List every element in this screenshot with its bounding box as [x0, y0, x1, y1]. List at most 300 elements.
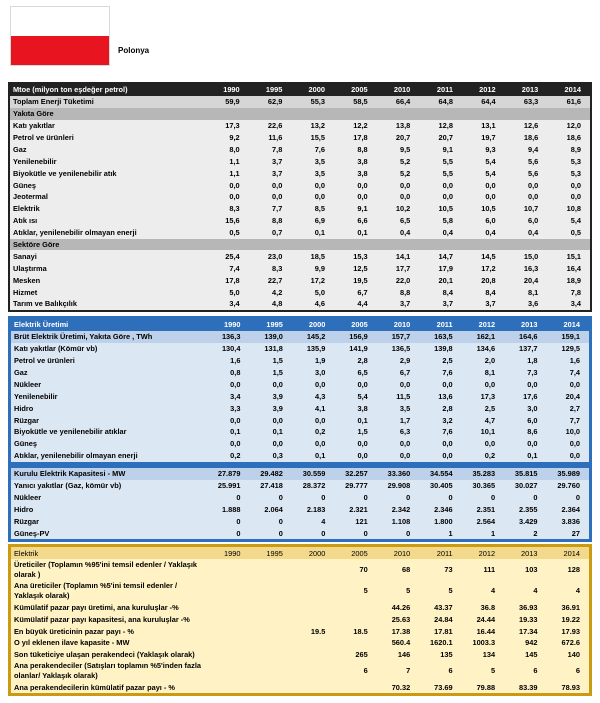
cell-value: 8,4: [462, 286, 505, 298]
table-row: [11, 438, 589, 450]
cell-value: 0,4: [505, 227, 548, 239]
row-label: Atıklar, yenilenebilir olmayan enerji: [10, 227, 206, 239]
cell-value: 59,9: [206, 96, 249, 108]
cell-value: 23,0: [249, 250, 292, 262]
cell-value: 2.342: [377, 503, 419, 515]
cell-value: 0,0: [207, 414, 249, 426]
cell-value: [292, 601, 334, 613]
cell-value: 0,0: [377, 438, 419, 450]
row-label: Biyokütle ve yenilenebilir atıklar: [11, 426, 207, 438]
cell-value: 0: [504, 491, 546, 503]
cell-value: 103: [504, 559, 546, 580]
cell-value: 68: [377, 559, 419, 580]
cell-value: [249, 648, 291, 660]
row-label: Güneş: [11, 438, 207, 450]
cell-value: 0,0: [377, 191, 420, 203]
cell-value: 9,2: [206, 132, 249, 144]
cell-value: [292, 580, 334, 601]
cell-value: 17.81: [419, 625, 461, 637]
row-label: Güneş-PV: [11, 527, 207, 539]
cell-value: 16,3: [505, 262, 548, 274]
subheader-label: Yakıta Göre: [10, 108, 590, 120]
cell-value: [249, 660, 291, 681]
cell-value: 5,8: [419, 215, 462, 227]
cell-value: 25.63: [377, 613, 419, 625]
cell-value: 0: [462, 491, 504, 503]
row-label: Mtoe (milyon ton eşdeğer petrol): [10, 84, 206, 96]
row-label: Toplam Enerji Tüketimi: [10, 96, 206, 108]
cell-value: 0,1: [504, 450, 546, 462]
cell-value: 73.69: [419, 681, 461, 693]
cell-value: [249, 613, 291, 625]
cell-value: 0,0: [292, 438, 334, 450]
cell-value: 64,4: [462, 96, 505, 108]
row-label: Mesken: [10, 274, 206, 286]
row-label: Gaz: [11, 367, 207, 379]
cell-value: 137,7: [504, 343, 546, 355]
cell-value: 2,0: [462, 355, 504, 367]
row-label: O yıl eklenen ilave kapasite - MW: [11, 637, 207, 649]
row-label: Hidro: [11, 402, 207, 414]
row-label: Yenilenebilir: [10, 155, 206, 167]
cell-value: 2000: [292, 547, 334, 559]
row-label: Petrol ve ürünleri: [11, 355, 207, 367]
cell-value: 7,6: [419, 426, 461, 438]
table-row: [11, 426, 589, 438]
cell-value: 134: [462, 648, 504, 660]
cell-value: 8,1: [462, 367, 504, 379]
cell-value: 19.33: [504, 613, 546, 625]
cell-value: 4: [504, 580, 546, 601]
cell-value: 4,8: [249, 298, 292, 310]
cell-value: 6,0: [504, 414, 546, 426]
cell-value: 18,5: [291, 250, 334, 262]
cell-value: 8,9: [547, 143, 590, 155]
cell-value: 4,6: [291, 298, 334, 310]
cell-value: 18,9: [547, 274, 590, 286]
cell-value: 3,3: [207, 402, 249, 414]
cell-value: 17.34: [504, 625, 546, 637]
table-row: [10, 227, 590, 239]
cell-value: 17.38: [377, 625, 419, 637]
electricity-generation-table: [8, 316, 592, 542]
row-label: Tarım ve Balıkçılık: [10, 298, 206, 310]
cell-value: 0,1: [292, 450, 334, 462]
cell-value: [207, 559, 249, 580]
cell-value: 0: [334, 527, 376, 539]
cell-value: 0,0: [334, 179, 377, 191]
cell-value: 2010: [377, 319, 419, 331]
cell-value: 9,4: [505, 143, 548, 155]
cell-value: 0,4: [377, 227, 420, 239]
cell-value: 146: [377, 648, 419, 660]
cell-value: 0,0: [334, 450, 376, 462]
cell-value: 17,6: [504, 390, 546, 402]
cell-value: 30.027: [504, 480, 546, 492]
cell-value: 29.777: [334, 480, 376, 492]
table-row: [11, 367, 589, 379]
table-row: [11, 681, 589, 693]
cell-value: 136,5: [377, 343, 419, 355]
cell-value: 0,0: [377, 450, 419, 462]
cell-value: 6,9: [291, 215, 334, 227]
cell-value: 14,7: [419, 250, 462, 262]
cell-value: 2014: [547, 547, 590, 559]
row-label: Nükleer: [11, 378, 207, 390]
cell-value: 0,0: [504, 438, 546, 450]
cell-value: 13,6: [419, 390, 461, 402]
cell-value: 78.93: [547, 681, 590, 693]
cell-value: 2,8: [419, 402, 461, 414]
cell-value: 2.564: [462, 515, 504, 527]
cell-value: 61,6: [547, 96, 590, 108]
row-label: Yanıcı yakıtlar (Gaz, kömür vb): [11, 480, 207, 492]
cell-value: 19,5: [334, 274, 377, 286]
cell-value: 1.888: [207, 503, 249, 515]
row-label: Jeotermal: [10, 191, 206, 203]
cell-value: 1620.1: [419, 637, 461, 649]
cell-value: 17.93: [547, 625, 590, 637]
cell-value: 0,5: [206, 227, 249, 239]
cell-value: 0: [292, 491, 334, 503]
cell-value: 36.8: [462, 601, 504, 613]
cell-value: [292, 648, 334, 660]
cell-value: 3,8: [334, 402, 376, 414]
cell-value: 2014: [547, 319, 590, 331]
cell-value: 9,1: [419, 143, 462, 155]
cell-value: 7,6: [291, 143, 334, 155]
cell-value: 2,5: [462, 402, 504, 414]
cell-value: 136,3: [207, 331, 249, 343]
cell-value: 5,0: [291, 286, 334, 298]
table-row: [11, 378, 589, 390]
cell-value: 0: [419, 491, 461, 503]
cell-value: 0: [249, 527, 291, 539]
flag-poland: [10, 6, 110, 66]
cell-value: 13,2: [291, 120, 334, 132]
cell-value: 15,1: [547, 250, 590, 262]
cell-value: 0: [334, 491, 376, 503]
cell-value: 3,4: [206, 298, 249, 310]
cell-value: 70: [334, 559, 376, 580]
subheader-label: Sektöre Göre: [10, 239, 590, 251]
cell-value: 66,4: [377, 96, 420, 108]
cell-value: 5,4: [547, 215, 590, 227]
table-row: [11, 414, 589, 426]
cell-value: 3,2: [419, 414, 461, 426]
cell-value: 4,2: [249, 286, 292, 298]
cell-value: 0: [249, 515, 291, 527]
row-label: Rüzgar: [11, 515, 207, 527]
cell-value: 1,6: [207, 355, 249, 367]
cell-value: 5,4: [462, 167, 505, 179]
cell-value: 8,6: [504, 426, 546, 438]
cell-value: 12,8: [419, 120, 462, 132]
row-label: Elektrik: [11, 547, 207, 559]
cell-value: 135: [419, 648, 461, 660]
cell-value: 0,2: [207, 450, 249, 462]
cell-value: 672.6: [547, 637, 590, 649]
cell-value: 14,5: [462, 250, 505, 262]
cell-value: 2013: [504, 319, 546, 331]
cell-value: 55,3: [291, 96, 334, 108]
cell-value: 2.321: [334, 503, 376, 515]
cell-value: 13,8: [377, 120, 420, 132]
cell-value: 130,4: [207, 343, 249, 355]
cell-value: 1,5: [249, 367, 291, 379]
cell-value: 10,8: [547, 203, 590, 215]
cell-value: 2.183: [292, 503, 334, 515]
cell-value: 5: [419, 580, 461, 601]
cell-value: [292, 681, 334, 693]
cell-value: 1,1: [206, 167, 249, 179]
row-label: Sanayi: [10, 250, 206, 262]
cell-value: 164,6: [504, 331, 546, 343]
energy-consumption-table: [8, 82, 592, 312]
cell-value: 6,7: [334, 286, 377, 298]
cell-value: 1995: [249, 84, 292, 96]
row-label: Katı yakıtlar: [10, 120, 206, 132]
cell-value: 0,0: [547, 438, 590, 450]
cell-value: 3,4: [547, 298, 590, 310]
cell-value: 0,0: [249, 414, 291, 426]
cell-value: 22,0: [377, 274, 420, 286]
cell-value: [249, 625, 291, 637]
cell-value: 0,0: [547, 179, 590, 191]
row-label: En büyük üreticinin pazar payı - %: [11, 625, 207, 637]
cell-value: [334, 637, 376, 649]
cell-value: 20,4: [547, 390, 590, 402]
cell-value: 20,4: [505, 274, 548, 286]
table-row: [10, 262, 590, 274]
cell-value: 0,0: [505, 191, 548, 203]
row-label: Ana perakendecilerin kümülatif pazar payı - %: [11, 681, 207, 693]
cell-value: 18,6: [547, 132, 590, 144]
row-label: Atık ısı: [10, 215, 206, 227]
cell-value: 3,5: [291, 167, 334, 179]
cell-value: 121: [334, 515, 376, 527]
cell-value: 2011: [419, 319, 461, 331]
installed-capacity-row: [11, 468, 589, 480]
cell-value: 15,3: [334, 250, 377, 262]
cell-value: 3,8: [334, 155, 377, 167]
subheader-by-fuel: [10, 108, 590, 120]
cell-value: 0,0: [334, 191, 377, 203]
cell-value: 36.91: [547, 601, 590, 613]
cell-value: 2011: [419, 84, 462, 96]
row-label: Elektrik: [10, 203, 206, 215]
cell-value: 6,7: [377, 367, 419, 379]
table-header: [11, 319, 589, 331]
cell-value: 83.39: [504, 681, 546, 693]
cell-value: 2.364: [547, 503, 590, 515]
cell-value: 29.482: [249, 468, 291, 480]
table-row: [11, 515, 589, 527]
table-header: [11, 547, 589, 559]
row-label: Atıklar, yenilenebilir olmayan enerji: [11, 450, 207, 462]
row-label: Son tüketiciye ulaşan perakendeci (Yaklaşık olarak): [11, 648, 207, 660]
cell-value: 0,0: [419, 179, 462, 191]
cell-value: [249, 580, 291, 601]
cell-value: 7,7: [249, 203, 292, 215]
cell-value: 27.879: [207, 468, 249, 480]
cell-value: 3,7: [249, 167, 292, 179]
cell-value: 3,9: [249, 402, 291, 414]
cell-value: 20,7: [419, 132, 462, 144]
cell-value: 0,1: [207, 426, 249, 438]
row-label: Nükleer: [11, 491, 207, 503]
cell-value: 0,0: [249, 378, 291, 390]
row-label: Ulaştırma: [10, 262, 206, 274]
table-row: [10, 203, 590, 215]
cell-value: 16,4: [547, 262, 590, 274]
row-label: Kümülatif pazar payı kapasitesi, ana kuruluşlar -%: [11, 613, 207, 625]
cell-value: 2013: [505, 84, 548, 96]
cell-value: 22,7: [249, 274, 292, 286]
cell-value: 4,4: [334, 298, 377, 310]
cell-value: 6: [334, 660, 376, 681]
cell-value: 0,0: [291, 179, 334, 191]
cell-value: 2,8: [334, 355, 376, 367]
table-row: [11, 601, 589, 613]
total-row: [10, 96, 590, 108]
cell-value: 3,9: [249, 390, 291, 402]
cell-value: [207, 660, 249, 681]
cell-value: 5,3: [547, 155, 590, 167]
cell-value: 0: [292, 527, 334, 539]
cell-value: 6,6: [334, 215, 377, 227]
table-row: [10, 155, 590, 167]
cell-value: 5,6: [505, 167, 548, 179]
cell-value: 12,2: [334, 120, 377, 132]
cell-value: 0,0: [377, 179, 420, 191]
cell-value: 73: [419, 559, 461, 580]
cell-value: 6,3: [377, 426, 419, 438]
gross-generation-row: [11, 331, 589, 343]
cell-value: 8,3: [249, 262, 292, 274]
cell-value: 0,0: [504, 378, 546, 390]
cell-value: 0,1: [334, 227, 377, 239]
cell-value: 0,4: [462, 227, 505, 239]
cell-value: 0,0: [419, 438, 461, 450]
cell-value: 134,6: [462, 343, 504, 355]
cell-value: 17,7: [377, 262, 420, 274]
cell-value: 5,4: [462, 155, 505, 167]
cell-value: 5: [334, 580, 376, 601]
cell-value: 6: [504, 660, 546, 681]
cell-value: 9,9: [291, 262, 334, 274]
row-label: Güneş: [10, 179, 206, 191]
table-row: [10, 132, 590, 144]
cell-value: 0: [207, 527, 249, 539]
cell-value: 44.26: [377, 601, 419, 613]
cell-value: 5,2: [377, 167, 420, 179]
cell-value: 27.418: [249, 480, 291, 492]
row-label: Yenilenebilir: [11, 390, 207, 402]
row-label: Kümülatif pazar payı üretimi, ana kuruluşlar -%: [11, 601, 207, 613]
cell-value: 0: [377, 527, 419, 539]
cell-value: 942: [504, 637, 546, 649]
table-row: [10, 143, 590, 155]
flag-white-band: [11, 7, 109, 36]
cell-value: 17,2: [291, 274, 334, 286]
table-row: [10, 191, 590, 203]
cell-value: 1,5: [334, 426, 376, 438]
cell-value: 1003.3: [462, 637, 504, 649]
cell-value: 0,0: [462, 179, 505, 191]
cell-value: 0,0: [334, 438, 376, 450]
table-row: [11, 625, 589, 637]
cell-value: 2010: [377, 547, 419, 559]
cell-value: 27: [547, 527, 590, 539]
cell-value: 6,5: [377, 215, 420, 227]
table-row: [11, 648, 589, 660]
table-row: [11, 660, 589, 681]
flag-red-band: [11, 36, 109, 65]
row-label: Gaz: [10, 143, 206, 155]
table-row: [11, 637, 589, 649]
cell-value: [207, 681, 249, 693]
cell-value: 1995: [249, 319, 291, 331]
cell-value: 28.372: [292, 480, 334, 492]
cell-value: 2000: [292, 319, 334, 331]
cell-value: 4,7: [462, 414, 504, 426]
cell-value: 10,2: [377, 203, 420, 215]
cell-value: 3,8: [334, 167, 377, 179]
cell-value: 0,0: [207, 438, 249, 450]
cell-value: 2.346: [419, 503, 461, 515]
row-label: Ana perakendeciler (Satışları toplamın %5'inden fazla olanlar/ Yaklaşık olarak): [11, 660, 207, 681]
cell-value: 33.360: [377, 468, 419, 480]
table-row: [10, 274, 590, 286]
cell-value: 16.44: [462, 625, 504, 637]
table-row: [11, 491, 589, 503]
cell-value: 139,0: [249, 331, 291, 343]
cell-value: 34.554: [419, 468, 461, 480]
cell-value: 2000: [291, 84, 334, 96]
cell-value: 141,9: [334, 343, 376, 355]
row-label: Elektrik Üretimi: [11, 319, 207, 331]
cell-value: 12,6: [505, 120, 548, 132]
cell-value: 0,0: [249, 191, 292, 203]
cell-value: 6,5: [334, 367, 376, 379]
row-label: Brüt Elektrik Üretimi, Yakıta Göre , TWh: [11, 331, 207, 343]
cell-value: 1.800: [419, 515, 461, 527]
cell-value: 3,6: [505, 298, 548, 310]
cell-value: [249, 559, 291, 580]
cell-value: 163,5: [419, 331, 461, 343]
cell-value: [334, 601, 376, 613]
electricity-market-table: [8, 544, 592, 696]
row-label: Üreticiler (Toplamın %95'ini temsil edenler / Yaklaşık olarak ): [11, 559, 207, 580]
cell-value: 2011: [419, 547, 461, 559]
cell-value: 4: [547, 580, 590, 601]
table-row: [11, 559, 589, 580]
cell-value: 6: [547, 660, 590, 681]
cell-value: 3,7: [462, 298, 505, 310]
cell-value: 2.351: [462, 503, 504, 515]
cell-value: 0,0: [206, 191, 249, 203]
cell-value: 11,6: [249, 132, 292, 144]
cell-value: 0: [377, 491, 419, 503]
table-row: [10, 179, 590, 191]
cell-value: 1,8: [504, 355, 546, 367]
row-label: Hidro: [11, 503, 207, 515]
cell-value: 5,2: [377, 155, 420, 167]
row-label: Ana üreticiler (Toplamın %5'ini temsil edenler / Yaklaşık olarak): [11, 580, 207, 601]
cell-value: 2012: [462, 547, 504, 559]
cell-value: 5,5: [419, 167, 462, 179]
